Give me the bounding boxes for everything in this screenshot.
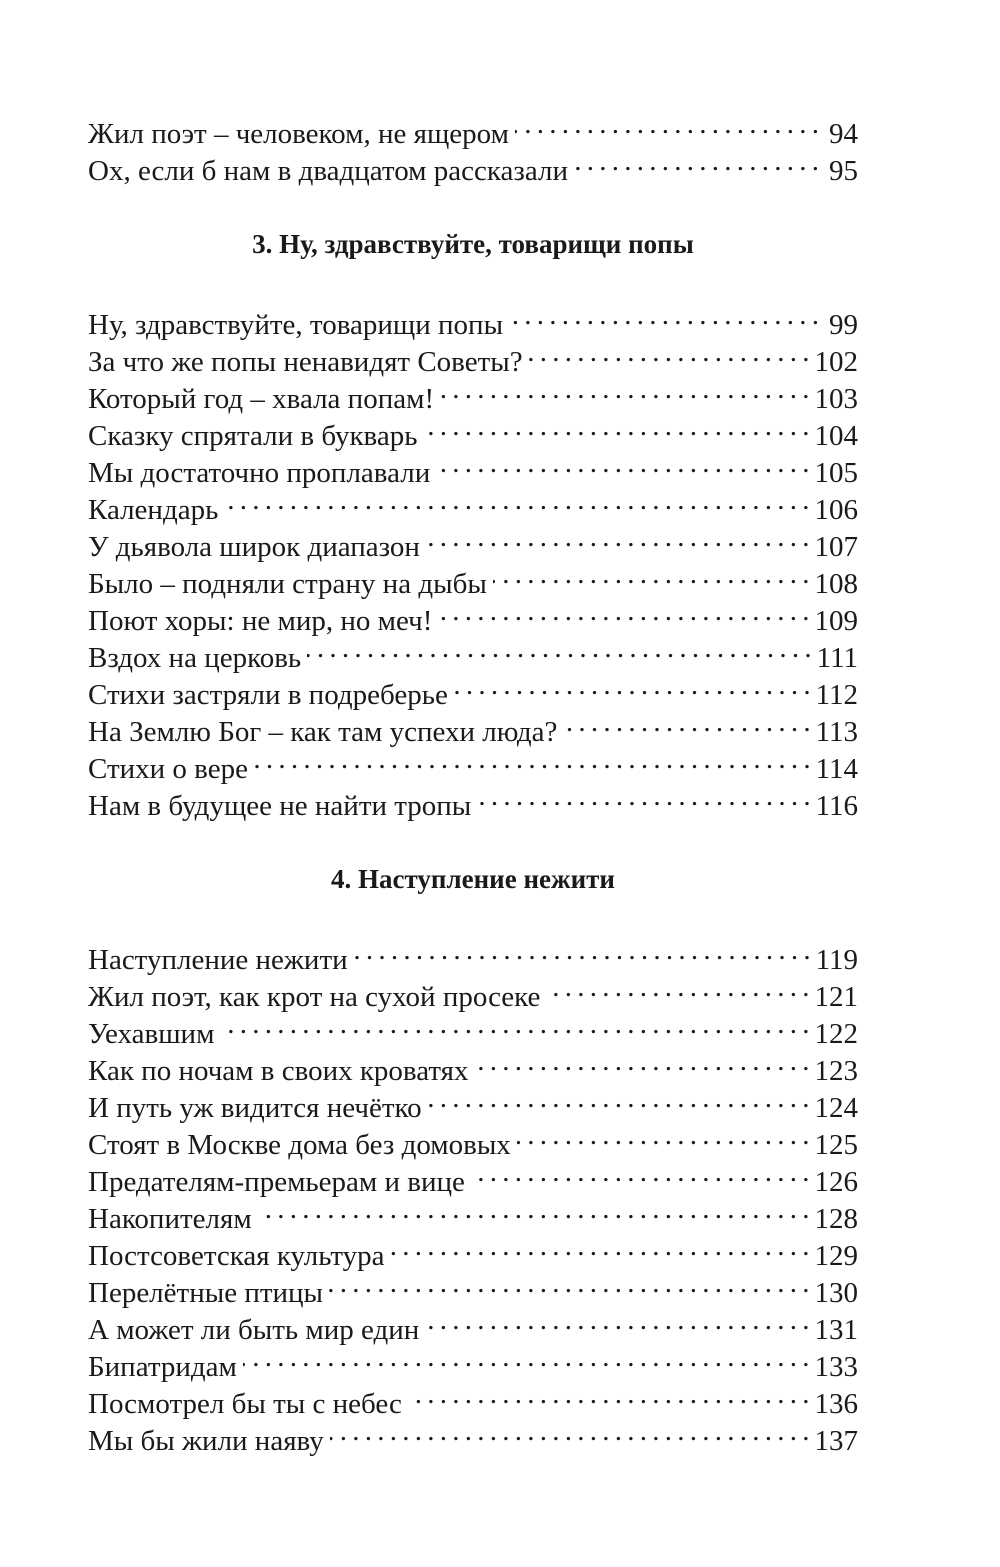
toc-entry-page: 113 xyxy=(815,716,858,748)
toc-entry-page: 119 xyxy=(815,944,858,976)
toc-leader-dots xyxy=(440,371,808,408)
toc-leader-dots xyxy=(258,1191,809,1228)
toc-entry-page: 128 xyxy=(814,1203,858,1235)
toc-entry-page: 129 xyxy=(814,1240,858,1272)
toc-entry-page: 111 xyxy=(816,642,858,674)
toc-entry-page: 137 xyxy=(814,1425,858,1457)
table-of-contents-page xyxy=(88,106,858,1457)
toc-entry-page: 105 xyxy=(814,457,858,489)
toc-entry-page: 112 xyxy=(815,679,858,711)
toc-section-3-list xyxy=(88,297,858,822)
toc-leader-dots xyxy=(563,704,809,741)
toc-leader-dots xyxy=(254,741,810,778)
toc-entry-page: 116 xyxy=(815,790,858,822)
toc-entry-title: Ну, здравствуйте, товарищи попы xyxy=(88,309,504,341)
toc-entry-page: 109 xyxy=(814,605,858,637)
toc-entry-page: 131 xyxy=(814,1314,858,1346)
toc-entry-title: У дьявола широк диапазон xyxy=(88,531,420,563)
toc-entry-page: 106 xyxy=(814,494,858,526)
toc-entry-page: 95 xyxy=(829,155,858,187)
toc-leader-dots xyxy=(475,1043,809,1080)
toc-entry-page: 103 xyxy=(814,383,858,415)
toc-leader-dots xyxy=(529,334,809,371)
toc-entry-title: Было – подняли страну на дыбы xyxy=(88,568,487,600)
toc-entry-title: Перелётные птицы xyxy=(88,1277,324,1309)
toc-entry-title: На Землю Бог – как там успехи люда? xyxy=(88,716,558,748)
toc-leader-dots xyxy=(425,1302,808,1339)
toc-entry-title: Жил поэт, как крот на сухой просеке xyxy=(88,981,541,1013)
toc-entry-page: 104 xyxy=(814,420,858,452)
toc-entry-page: 94 xyxy=(829,118,858,150)
toc-leader-dots xyxy=(509,297,818,334)
toc-entry-page: 124 xyxy=(814,1092,858,1124)
toc-leader-dots xyxy=(438,593,808,630)
toc-entry-title: Стихи застряли в подреберье xyxy=(88,679,448,711)
toc-intro-list xyxy=(88,106,858,187)
toc-entry xyxy=(88,106,858,150)
toc-entry-page: 126 xyxy=(814,1166,858,1198)
toc-leader-dots xyxy=(471,1154,809,1191)
toc-section-4-list xyxy=(88,932,858,1457)
toc-leader-dots xyxy=(329,1265,808,1302)
toc-leader-dots xyxy=(224,482,808,519)
toc-entry-page: 123 xyxy=(814,1055,858,1087)
toc-entry-title: Как по ночам в своих кроватях xyxy=(88,1055,469,1087)
toc-entry-title: Уехавшим xyxy=(88,1018,215,1050)
toc-leader-dots xyxy=(330,1413,809,1450)
toc-leader-dots xyxy=(428,1080,809,1117)
toc-entry-title: Постсоветская культура xyxy=(88,1240,385,1272)
toc-entry-title: Жил поэт – человеком, не ящером xyxy=(88,118,509,150)
toc-entry xyxy=(88,297,858,341)
toc-entry-title: Накопителям xyxy=(88,1203,252,1235)
toc-entry-page: 130 xyxy=(814,1277,858,1309)
toc-entry-title: Предателям-премьерам и вице xyxy=(88,1166,465,1198)
toc-entry-title: Ох, если б нам в двадцатом рассказали xyxy=(88,155,568,187)
toc-entry-title: Вздох на церковь xyxy=(88,642,302,674)
toc-leader-dots xyxy=(515,106,818,143)
toc-leader-dots xyxy=(408,1376,809,1413)
toc-entry-page: 99 xyxy=(829,309,858,341)
toc-entry-title: Посмотрел бы ты с небес xyxy=(88,1388,402,1420)
toc-leader-dots xyxy=(423,408,808,445)
toc-leader-dots xyxy=(454,667,810,704)
toc-entry-title: Стихи о вере xyxy=(88,753,248,785)
toc-entry-title: Бипатридам xyxy=(88,1351,237,1383)
toc-entry-page: 125 xyxy=(814,1129,858,1161)
toc-entry-page: 102 xyxy=(814,346,858,378)
toc-leader-dots xyxy=(391,1228,809,1265)
section-heading-4: 4. Наступление нежити xyxy=(331,864,615,894)
toc-entry-page: 114 xyxy=(815,753,858,785)
toc-leader-dots xyxy=(307,630,811,667)
toc-leader-dots xyxy=(426,519,809,556)
toc-leader-dots xyxy=(477,778,809,815)
toc-leader-dots xyxy=(517,1117,809,1154)
toc-entry-title: Мы достаточно проплавали xyxy=(88,457,431,489)
toc-entry xyxy=(88,932,858,976)
toc-leader-dots xyxy=(436,445,808,482)
toc-entry-title: Сказку спрятали в букварь xyxy=(88,420,418,452)
toc-entry-page: 122 xyxy=(814,1018,858,1050)
toc-entry-page: 136 xyxy=(814,1388,858,1420)
toc-entry-title: Мы бы жили наяву xyxy=(88,1425,324,1457)
toc-entry-title: Стоят в Москве дома без домовых xyxy=(88,1129,511,1161)
toc-entry-title: За что же попы ненавидят Советы? xyxy=(88,346,523,378)
toc-entry-title: А может ли быть мир един xyxy=(88,1314,420,1346)
toc-leader-dots xyxy=(243,1339,809,1376)
toc-leader-dots xyxy=(574,143,818,180)
toc-entry-page: 108 xyxy=(814,568,858,600)
toc-entry-title: И путь уж видится нечётко xyxy=(88,1092,422,1124)
toc-entry-page: 133 xyxy=(814,1351,858,1383)
toc-leader-dots xyxy=(220,1006,808,1043)
toc-entry-title: Поют хоры: не мир, но меч! xyxy=(88,605,433,637)
section-heading-3: 3. Ну, здравствуйте, товарищи попы xyxy=(252,229,694,259)
toc-leader-dots xyxy=(546,969,808,1006)
toc-entry-title: Наступление нежити xyxy=(88,944,348,976)
toc-entry-page: 121 xyxy=(814,981,858,1013)
toc-entry-title: Который год – хвала попам! xyxy=(88,383,435,415)
toc-leader-dots xyxy=(493,556,809,593)
toc-entry-page: 107 xyxy=(814,531,858,563)
toc-entry-title: Нам в будущее не найти тропы xyxy=(88,790,472,822)
toc-entry-title: Календарь xyxy=(88,494,219,526)
toc-leader-dots xyxy=(354,932,810,969)
